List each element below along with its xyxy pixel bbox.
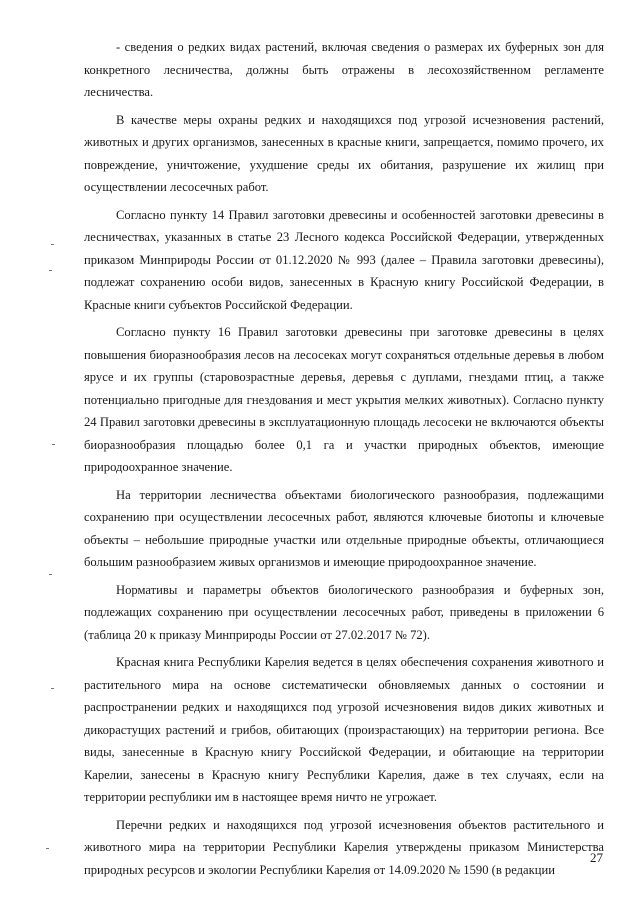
paragraph-8: Перечни редких и находящихся под угрозой исчезновения объектов растительного и животного мира на территории Республики Карелия утверждены приказом Министерства природных ресурсов и экологии Республики Карелия от 14.09.2020 № 1590 (в редакции <box>84 817 604 877</box>
paragraph-3: Согласно пункту 14 Правил заготовки древесины и особенностей заготовки древесины в лесничествах, указанных в статье 23 Лесного кодекса Российской Федерации, утвержденных приказом Минприроды России от 01.12.2020 № 993 (далее – Правила заготовки древесины), подлежат сохранению особи видов, занесенных в Красную книгу Российской Федерации, в Красные книги субъектов Российской Федерации. <box>84 207 604 312</box>
paragraph-2: В качестве меры охраны редких и находящихся под угрозой исчезновения растений, животных и других организмов, занесенных в красные книги, запрещается, помимо прочего, их повреждение, уничтожение, ухудшение среды их обитания, разрушение их жилищ при осуществлении лесосечных работ. <box>84 112 604 194</box>
paragraph-7: Красная книга Республики Карелия ведется в целях обеспечения сохранения животного и растительного мира на основе систематически обновляемых данных о состоянии и распространении редких и находящихся под угрозой исчезновения видов диких животных и дикорастущих растений и грибов, обитающих (произрастающих) на территории региона. Все виды, занесенные в Красную книгу Российской Федерации, и обитающие на территории Карелии, занесены в Красную книгу Республики Карелия, даже в тех случаях, если на территории республики им в настоящее время ничто не угрожает. <box>84 655 604 804</box>
body-text <box>84 36 604 886</box>
paragraph-4: Согласно пункту 16 Правил заготовки древесины при заготовке древесины в целях повышения биоразнообразия лесов на лесосеках могут сохраняться отдельные деревья в любом ярусе и их группы (старовозрастные деревья, деревья с дуплами, гнездами птиц, а также потенциально пригодные для гнездования и мест укрытия мелких животных). Согласно пункту 24 Правил заготовки древесины в эксплуатационную площадь лесосеки не включаются объекты биоразнообразия площадью более 0,1 га и участки природных объектов, имеющие природоохранное значение. <box>84 325 604 474</box>
paragraph-1: - сведения о редких видах растений, включая сведения о размерах их буферных зон для конкретного лесничества, должны быть отражены в лесохозяйственном регламенте лесничества. <box>84 40 604 99</box>
scan-speck <box>52 444 55 445</box>
paragraph-6: Нормативы и параметры объектов биологического разнообразия и буферных зон, подлежащих сохранению при осуществлении лесосечных работ, приведены в приложении 6 (таблица 20 к приказу Минприроды России от 27.02.2017 № 72). <box>84 582 604 642</box>
paragraph-5: На территории лесничества объектами биологического разнообразия, подлежащими сохранению при осуществлении лесосечных работ, являются ключевые биотопы и ключевые объекты – небольшие природные участки или отдельные природные объекты, отличающиеся большим разнообразием живых организмов и имеющие природоохранное значение. <box>84 487 604 569</box>
page-number: 27 <box>590 850 603 865</box>
scan-speck <box>46 848 49 849</box>
scan-speck <box>51 244 54 245</box>
scan-speck <box>49 270 52 271</box>
scan-speck <box>51 688 54 689</box>
scan-speck <box>49 574 52 575</box>
